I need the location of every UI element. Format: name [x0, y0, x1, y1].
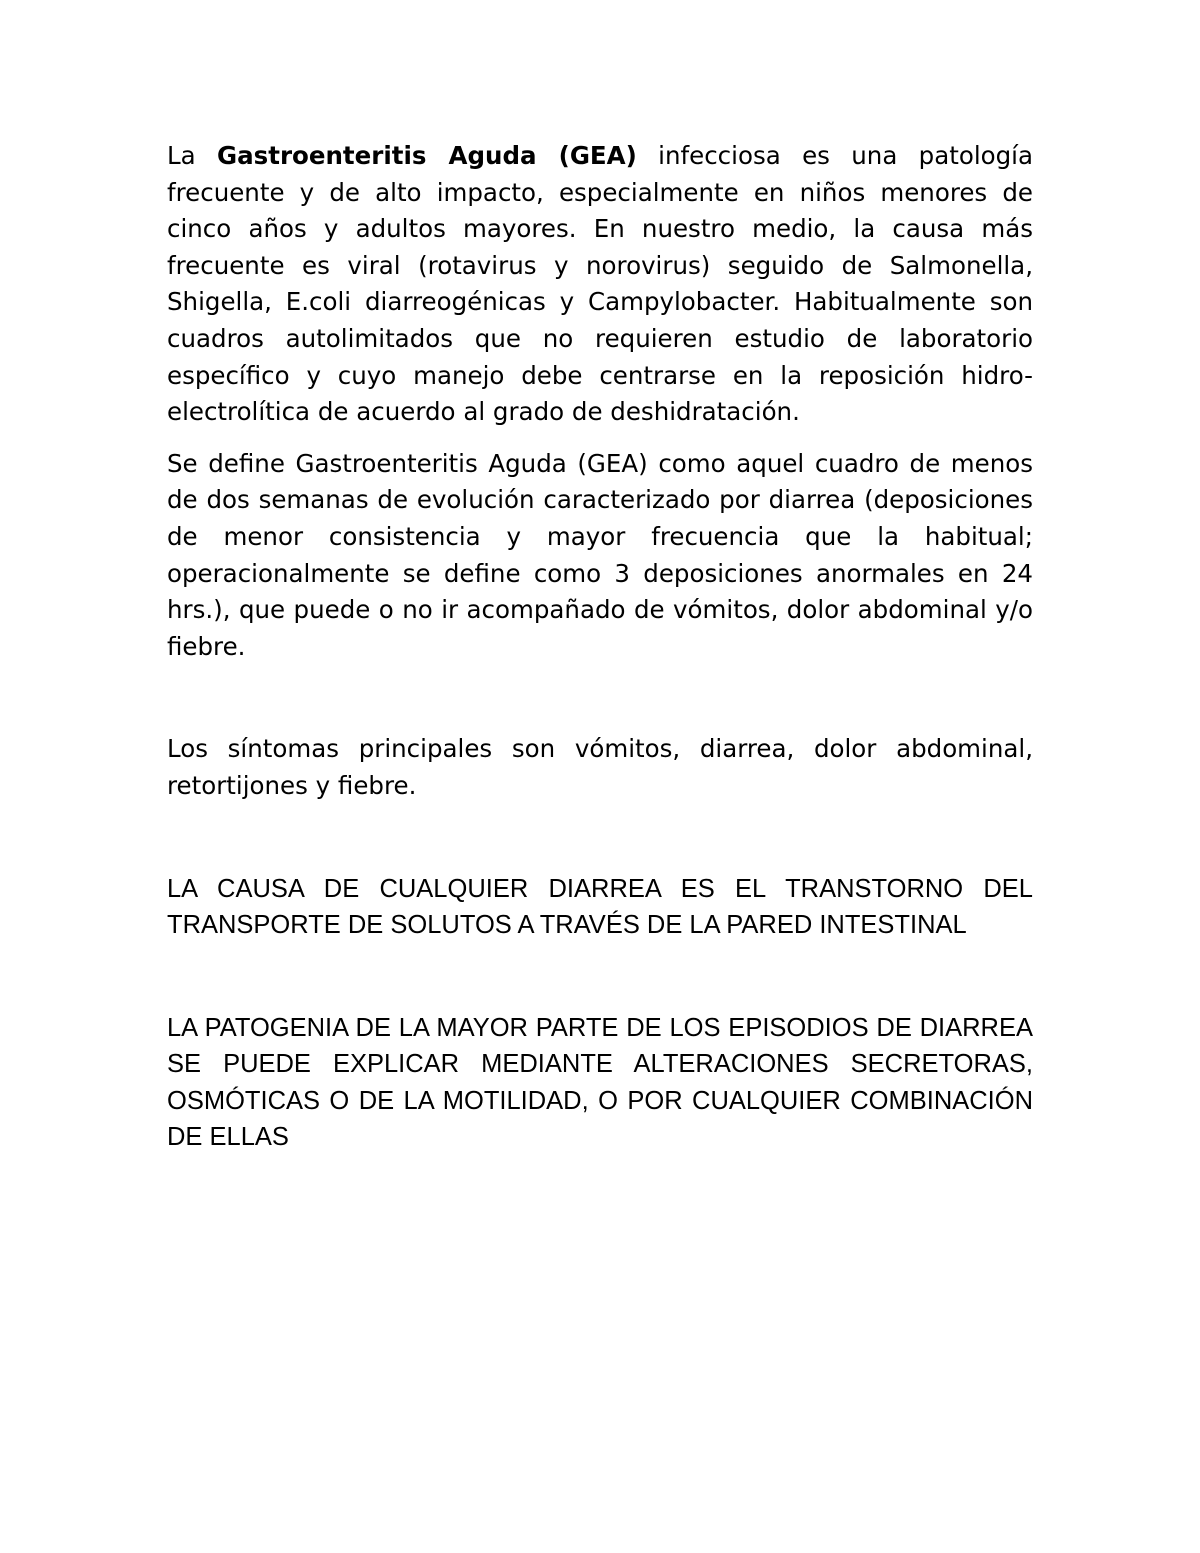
paragraph-pathogenesis: LA PATOGENIA DE LA MAYOR PARTE DE LOS EPISODIOS DE DIARREA SE PUEDE EXPLICAR MEDIANTE ALTERACIONES SECRETORAS, OSMÓTICAS O DE LA MOTILIDAD, O POR CUALQUIER COMBINACIÓN DE ELLAS [167, 1013, 1033, 1152]
paragraph-diarrhea-cause: LA CAUSA DE CUALQUIER DIARREA ES EL TRANSTORNO DEL TRANSPORTE DE SOLUTOS A TRAVÉS DE LA PARED INTESTINAL [167, 874, 1033, 940]
paragraph-gea-definition: Se define Gastroenteritis Aguda (GEA) como aquel cuadro de menos de dos semanas de evolución caracterizado por diarrea (deposiciones de menor consistencia y mayor frecuencia que la habitual; operacionalmente se define como 3 deposiciones anormales en 24 hrs.), que puede o no ir acompañado de vómitos, dolor abdominal y/o fiebre. [167, 448, 1033, 661]
gea-term-bold: Gastroenteritis Aguda (GEA) [217, 141, 637, 170]
document-body [167, 138, 1033, 1156]
paragraph-gea-intro-prefix: La [167, 141, 218, 170]
paragraph-symptoms: Los síntomas principales son vómitos, diarrea, dolor abdominal, retortijones y fiebre. [167, 734, 1033, 800]
paragraph-gea-intro [167, 138, 1033, 431]
paragraph-gea-intro-rest: infecciosa es una patología frecuente y de alto impacto, especialmente en niños menores de cinco años y adultos mayores. En nuestro medio, la causa más frecuente es viral (rotavirus y norovirus) seguido de Salmonella, Shigella, E.coli diarreogénicas y Campylobacter. Habitualmente son cuadros autolimitados que no requieren estudio de laboratorio específico y cuyo manejo debe centrarse en la reposición hidro-electrolítica de acuerdo al grado de deshidratación. [167, 141, 1034, 427]
